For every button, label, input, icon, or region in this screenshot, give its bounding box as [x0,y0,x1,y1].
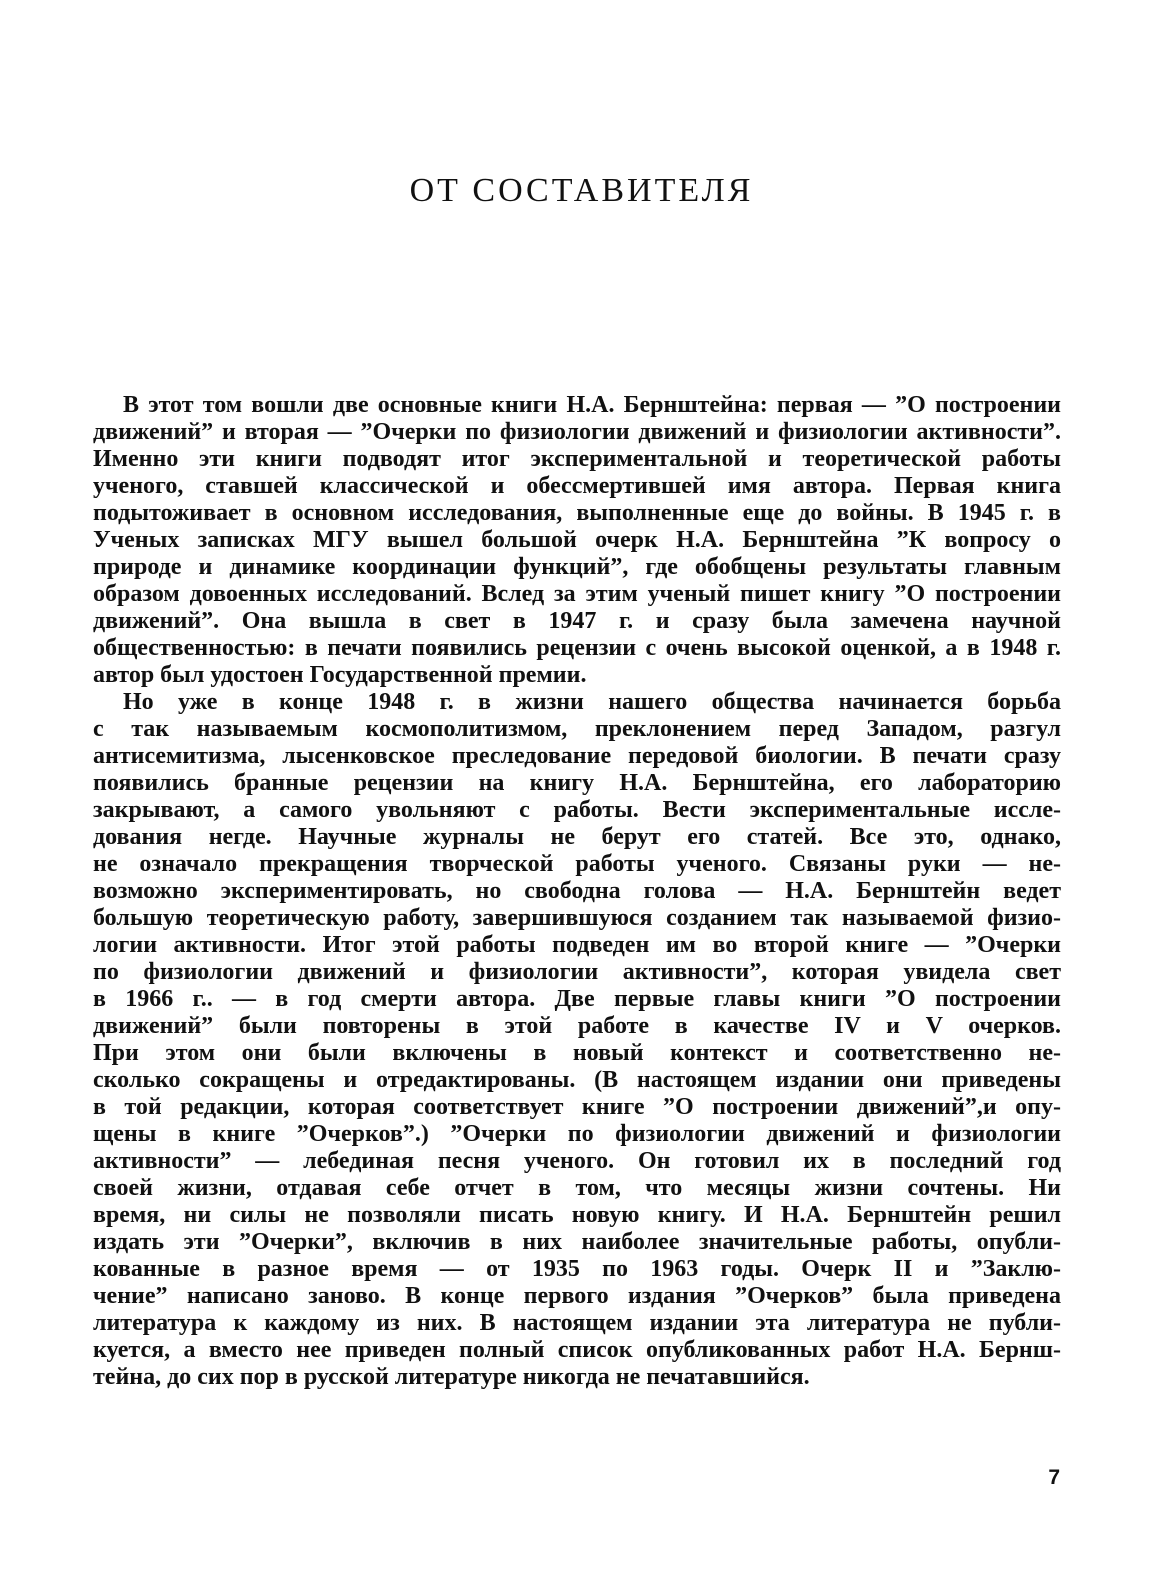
text-line: Ученых записках МГУ вышел большой очерк Н.А. Бернштейна ”К вопросу о [93,527,1061,553]
text-line: Но уже в конце 1948 г. в жизни нашего общества начинается борьба [123,689,1061,715]
text-line: с так называемым космополитизмом, преклонением перед Западом, разгул [93,716,1061,742]
text-line: не означало прекращения творческой работы ученого. Связаны руки — не- [93,851,1061,877]
text-line: тейна, до сих пор в русской литературе никогда не печатавшийся. [93,1364,810,1390]
text-line: большую теоретическую работу, завершившуюся созданием так называемой физио- [93,905,1061,931]
text-line: издать эти ”Очерки”, включив в них наиболее значительные работы, опубли- [93,1229,1061,1255]
text-line: сколько сокращены и отредактированы. (В настоящем издании они приведены [93,1067,1061,1093]
paragraph-1 [93,392,1061,689]
text-line: в той редакции, которая соответствует книге ”О построении движений”,и опу- [93,1094,1061,1120]
text-line: ученого, ставшей классической и обессмертившей имя автора. Первая книга [93,473,1061,499]
text-line: общественностью: в печати появились рецензии с очень высокой оценкой, а в 1948 г. [93,635,1061,661]
text-line: движений” и вторая — ”Очерки по физиологии движений и физиологии активности”. [93,419,1061,445]
text-line: в 1966 г.. — в год смерти автора. Две первые главы книги ”О построении [93,986,1061,1012]
text-line: Именно эти книги подводят итог экспериментальной и теоретической работы [93,446,1061,472]
body-text [93,392,1061,1391]
text-line: литература к каждому из них. В настоящем издании эта литература не публи- [93,1310,1061,1336]
text-line: активности” — лебединая песня ученого. Он готовил их в последний год [93,1148,1061,1174]
text-line: В этот том вошли две основные книги Н.А. Бернштейна: первая — ”О построении [123,392,1061,418]
text-line: логии активности. Итог этой работы подведен им во второй книге — ”Очерки [93,932,1061,958]
text-line: щены в книге ”Очерков”.) ”Очерки по физиологии движений и физиологии [93,1121,1061,1147]
text-line: При этом они были включены в новый контекст и соответственно не- [93,1040,1061,1066]
text-line: подытоживает в основном исследования, выполненные еще до войны. В 1945 г. в [93,500,1061,526]
page-number: 7 [1048,1466,1060,1489]
text-line: по физиологии движений и физиологии активности”, которая увидела свет [93,959,1061,985]
text-line: время, ни силы не позволяли писать новую книгу. И Н.А. Бернштейн решил [93,1202,1061,1228]
text-line: природе и динамике координации функций”, где обобщены результаты главным [93,554,1061,580]
text-line: антисемитизма, лысенковское преследование передовой биологии. В печати сразу [93,743,1061,769]
text-line: образом довоенных исследований. Вслед за этим ученый пишет книгу ”О построении [93,581,1061,607]
text-line: движений”. Она вышла в свет в 1947 г. и сразу была замечена научной [93,608,1061,634]
text-line: появились бранные рецензии на книгу Н.А. Бернштейна, его лабораторию [93,770,1061,796]
text-line: возможно экспериментировать, но свободна голова — Н.А. Бернштейн ведет [93,878,1061,904]
text-line: кованные в разное время — от 1935 по 1963 годы. Очерк II и ”Заклю- [93,1256,1061,1282]
page-title: ОТ СОСТАВИТЕЛЯ [409,172,754,209]
text-line: своей жизни, отдавая себе отчет в том, что месяцы жизни сочтены. Ни [93,1175,1061,1201]
text-line: дования негде. Научные журналы не берут его статей. Все это, однако, [93,824,1061,850]
text-line: чение” написано заново. В конце первого издания ”Очерков” была приведена [93,1283,1061,1309]
paragraph-2 [93,689,1061,1391]
text-line: движений” были повторены в этой работе в качестве IV и V очерков. [93,1013,1061,1039]
text-line: закрывают, а самого увольняют с работы. Вести экспериментальные иссле- [93,797,1061,823]
text-line: куется, а вместо нее приведен полный список опубликованных работ Н.А. Бернш- [93,1337,1061,1363]
text-line: автор был удостоен Государственной премии. [93,662,587,688]
